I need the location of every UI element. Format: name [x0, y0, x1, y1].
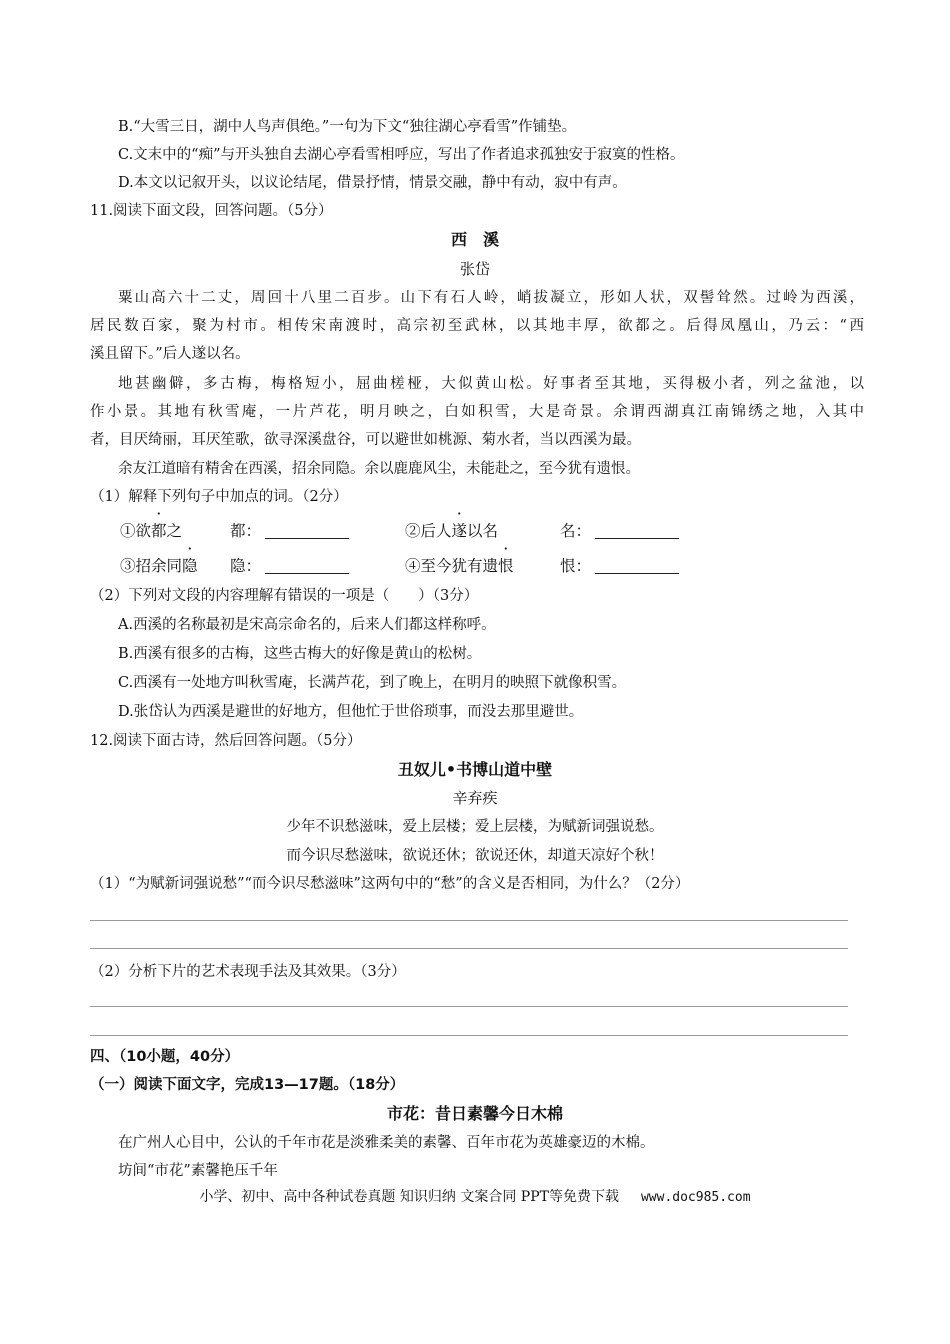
section4-heading: 四、（10小题，40分）	[90, 1049, 240, 1065]
q11-sub2-option-d: D.张岱认为西溪是避世的好地方，但他忙于世俗琐事，而没去那里避世。	[118, 704, 584, 720]
answer-line[interactable]	[90, 920, 848, 921]
emphasis-dot-char: 遂	[451, 522, 468, 540]
q12-poem-line1: 少年不识愁滋味，爱上层楼；爱上层楼，为赋新词强说愁。	[286, 819, 664, 835]
q11-p3: 余友江道暗有精舍在西溪，招余同隐。余以鹿鹿风尘，未能赴之，至今犹有遗恨。	[118, 461, 640, 477]
q11-sub2-option-a: A.西溪的名称最初是宋高宗命名的，后来人们都这样称呼。	[118, 617, 496, 633]
section4-part1-heading: （一）阅读下面文字，完成13—17题。（18分）	[90, 1077, 405, 1093]
q11-sub1-stem: （1）解释下列句子中加点的词。（2分）	[90, 489, 348, 505]
q11-p1-line1: 粟山高六十二丈，周回十八里二百步。山下有石人岭，峭拔凝立，形如人状，双髻耸然。过岭为西溪，	[118, 290, 864, 306]
answer-blank[interactable]	[595, 559, 679, 574]
q11-passage-title: 西 溪	[450, 230, 499, 249]
q11-sub2-option-c: C.西溪有一处地方叫秋雪庵，长满芦花，到了晚上，在明月的映照下就像积雪。	[118, 675, 627, 691]
q12-sub2-stem: （2）分析下片的艺术表现手法及其效果。（3分）	[90, 964, 406, 980]
q11-sub1-answer3: 隐：	[230, 555, 349, 577]
answer-blank[interactable]	[265, 524, 349, 539]
article-title: 市花：昔日素馨今日木棉	[386, 1104, 563, 1123]
emphasis-dot-char: 恨	[498, 557, 514, 575]
q11-passage-author: 张岱	[459, 260, 490, 278]
q12-poem-title: 丑奴儿•书博山道中壁	[397, 760, 553, 779]
answer-line[interactable]	[90, 1035, 848, 1036]
q10-option-d: D.本文以记叙开头，以议论结尾，借景抒情，情景交融，静中有动，寂中有声。	[118, 175, 627, 191]
q12-stem: 12.阅读下面古诗，然后回答问题。（5分）	[90, 733, 362, 749]
answer-blank[interactable]	[595, 524, 679, 539]
q12-poem-line2: 而今识尽愁滋味，欲说还休；欲说还休，却道天凉好个秋！	[286, 848, 664, 864]
emphasis-dot-char: 隐	[182, 557, 198, 575]
q11-p1-line2: 居民数百家，聚为村市。相传宋南渡时，高宗初至武林，以其地丰厚，欲都之。后得凤凰山，乃云：“西	[90, 318, 864, 334]
page-footer	[0, 1186, 950, 1206]
q11-sub1-item2: ②后人遂以名	[405, 522, 499, 540]
q11-sub1-answer2: 名：	[560, 520, 679, 542]
answer-line[interactable]	[90, 1006, 848, 1007]
footer-url[interactable]: www.doc985.com	[640, 1190, 751, 1205]
q11-sub1-answer4: 恨：	[560, 555, 679, 577]
q11-p2-line1: 地甚幽僻，多古梅，梅格短小，屈曲槎桠，大似黄山松。好事者至其地，买得极小者，列之盆池，以	[118, 376, 864, 392]
q11-sub2-stem: （2）下列对文段的内容理解有错误的一项是（ ）（3分）	[90, 588, 479, 604]
q11-p2-line3: 者，目厌绮丽，耳厌笙歌，欲寻深溪盘谷，可以避世如桃源、菊水者，当以西溪为最。	[90, 432, 641, 448]
q11-stem: 11.阅读下面文段，回答问题。（5分）	[90, 203, 333, 219]
emphasis-dot-char: 都	[151, 522, 167, 540]
q11-sub1-answer1: 都：	[230, 520, 349, 542]
article-subheading: 坊间“市花”素馨艳压千年	[118, 1163, 278, 1179]
article-line1: 在广州人心目中，公认的千年市花是淡雅柔美的素馨、百年市花为英雄豪迈的木棉。	[118, 1135, 655, 1151]
q12-sub1-stem: （1）“为赋新词强说愁”“而今识尽愁滋味”这两句中的“愁”的含义是否相同，为什么？（2分）	[90, 876, 690, 892]
q11-sub1-item1: ①欲都之	[120, 522, 183, 540]
q11-p1-line3: 溪且留下。”后人遂以名。	[90, 346, 250, 362]
footer-text: 小学、初中、高中各种试卷真题 知识归纳 文案合同 PPT等免费下载	[199, 1189, 619, 1205]
q12-poem-author: 辛弃疾	[452, 789, 498, 807]
q10-option-c: C.文末中的“痴”与开头独自去湖心亭看雪相呼应，写出了作者追求孤独安于寂寞的性格。	[118, 147, 685, 163]
q11-sub1-item4: ④至今犹有遗恨	[405, 557, 514, 575]
q11-p2-line2: 作小景。其地有秋雪庵，一片芦花，明月映之，白如积雪，大是奇景。余谓西湖真江南锦绣之地，入其中	[90, 404, 864, 420]
q11-sub1-item3: ③招余同隐	[120, 557, 198, 575]
answer-line[interactable]	[90, 948, 848, 949]
q11-sub2-option-b: B.西溪有很多的古梅，这些古梅大的好像是黄山的松树。	[118, 646, 482, 662]
answer-blank[interactable]	[265, 559, 349, 574]
q10-option-b: B.“大雪三日，湖中人鸟声俱绝。”一句为下文“独往湖心亭看雪”作铺垫。	[118, 119, 577, 135]
